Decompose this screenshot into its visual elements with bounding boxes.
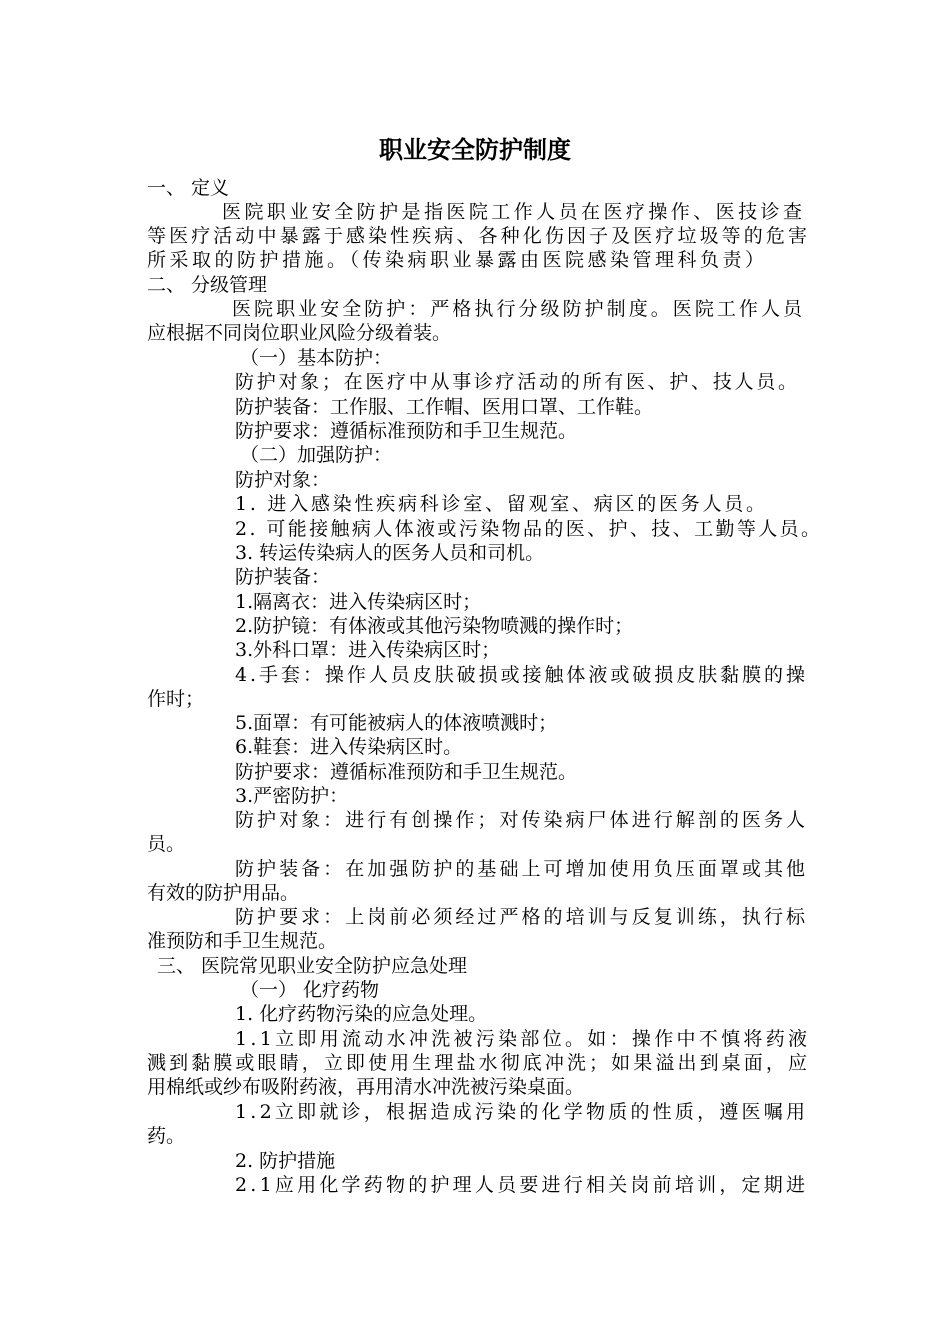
paragraph-line: 等医疗活动中暴露于感染性疾病、各种化伤因子及医疗垃圾等的危害 <box>147 225 811 247</box>
paragraph-line: 5.面罩：有可能被病人的体液喷溅时； <box>235 712 558 734</box>
paragraph-line: 一、 定义 <box>147 177 230 199</box>
paragraph-line: 1.1立即用流动水冲洗被污染部位。如：操作中不慎将药液 <box>235 1028 811 1050</box>
paragraph-line: 应根据不同岗位职业风险分级着装。 <box>147 322 452 344</box>
paragraph-line: （一）基本防护： <box>240 347 393 369</box>
document-title: 职业安全防护制度 <box>379 136 571 164</box>
paragraph-line: 医院职业安全防护是指医院工作人员在医疗操作、医技诊查 <box>222 201 806 223</box>
paragraph-line: 防护装备： <box>235 566 331 588</box>
paragraph-line: 三、 医院常见职业安全防护应急处理 <box>157 955 468 977</box>
paragraph-line: 1.隔离衣：进入传染病区时； <box>235 591 482 613</box>
paragraph-line: 防护对象；在医疗中从事诊疗活动的所有医、护、技人员。 <box>235 371 800 393</box>
paragraph-line: 溅到黏膜或眼睛，立即使用生理盐水彻底冲洗；如果溢出到桌面，应 <box>147 1052 811 1074</box>
paragraph-line: 防护要求：遵循标准预防和手卫生规范。 <box>235 420 578 442</box>
paragraph-line: （二）加强防护： <box>240 444 393 466</box>
paragraph-line: 4.手套：操作人员皮肤破损或接触体液或破损皮肤黏膜的操 <box>235 664 808 686</box>
paragraph-line: 用棉纸或纱布吸附药液，再用清水冲洗被污染桌面。 <box>147 1076 585 1098</box>
paragraph-line: 3.严密防护： <box>235 785 349 807</box>
paragraph-line: 1.2立即就诊，根据造成污染的化学物质的性质，遵医嘱用 <box>235 1101 809 1123</box>
paragraph-line: 2. 可能接触病人体液或污染物品的医、护、技、工勤等人员。 <box>235 518 823 540</box>
paragraph-line: 员。 <box>147 833 186 855</box>
paragraph-line: 2. 防护措施 <box>235 1150 336 1172</box>
paragraph-line: 1. 化疗药物污染的应急处理。 <box>235 1003 488 1025</box>
paragraph-line: 2.1应用化学药物的护理人员要进行相关岗前培训，定期进 <box>235 1174 809 1196</box>
paragraph-line: 所采取的防护措施。（传染病职业暴露由医院感染管理科负责） <box>147 249 768 271</box>
paragraph-line: 6.鞋套：进入传染病区时。 <box>235 736 463 758</box>
paragraph-line: 防护装备：在加强防护的基础上可增加使用负压面罩或其他 <box>235 858 809 880</box>
paragraph-line: 3. 转运传染病人的医务人员和司机。 <box>235 542 545 564</box>
paragraph-line: （一） 化疗药物 <box>240 979 380 1001</box>
paragraph-line: 准预防和手卫生规范。 <box>147 930 338 952</box>
paragraph-line: 防护要求：遵循标准预防和手卫生规范。 <box>235 761 578 783</box>
paragraph-line: 3.外科口罩：进入传染病区时； <box>235 639 501 661</box>
paragraph-line: 药。 <box>147 1125 186 1147</box>
paragraph-line: 作时； <box>147 688 205 710</box>
paragraph-line: 防护装备：工作服、工作帽、医用口罩、工作鞋。 <box>235 396 654 418</box>
paragraph-line: 防护对象： <box>235 469 331 491</box>
paragraph-line: 1. 进入感染性疾病科诊室、留观室、病区的医务人员。 <box>235 493 768 515</box>
paragraph-line: 防护对象：进行有创操作；对传染病尸体进行解剖的医务人 <box>235 809 809 831</box>
paragraph-line: 防护要求：上岗前必须经过严格的培训与反复训练，执行标 <box>235 906 809 928</box>
paragraph-line: 医院职业安全防护：严格执行分级防护制度。医院工作人员 <box>232 298 806 320</box>
paragraph-line: 有效的防护用品。 <box>147 882 300 904</box>
paragraph-line: 二、 分级管理 <box>147 274 268 296</box>
paragraph-line: 2.防护镜：有体液或其他污染物喷溅的操作时； <box>235 615 634 637</box>
